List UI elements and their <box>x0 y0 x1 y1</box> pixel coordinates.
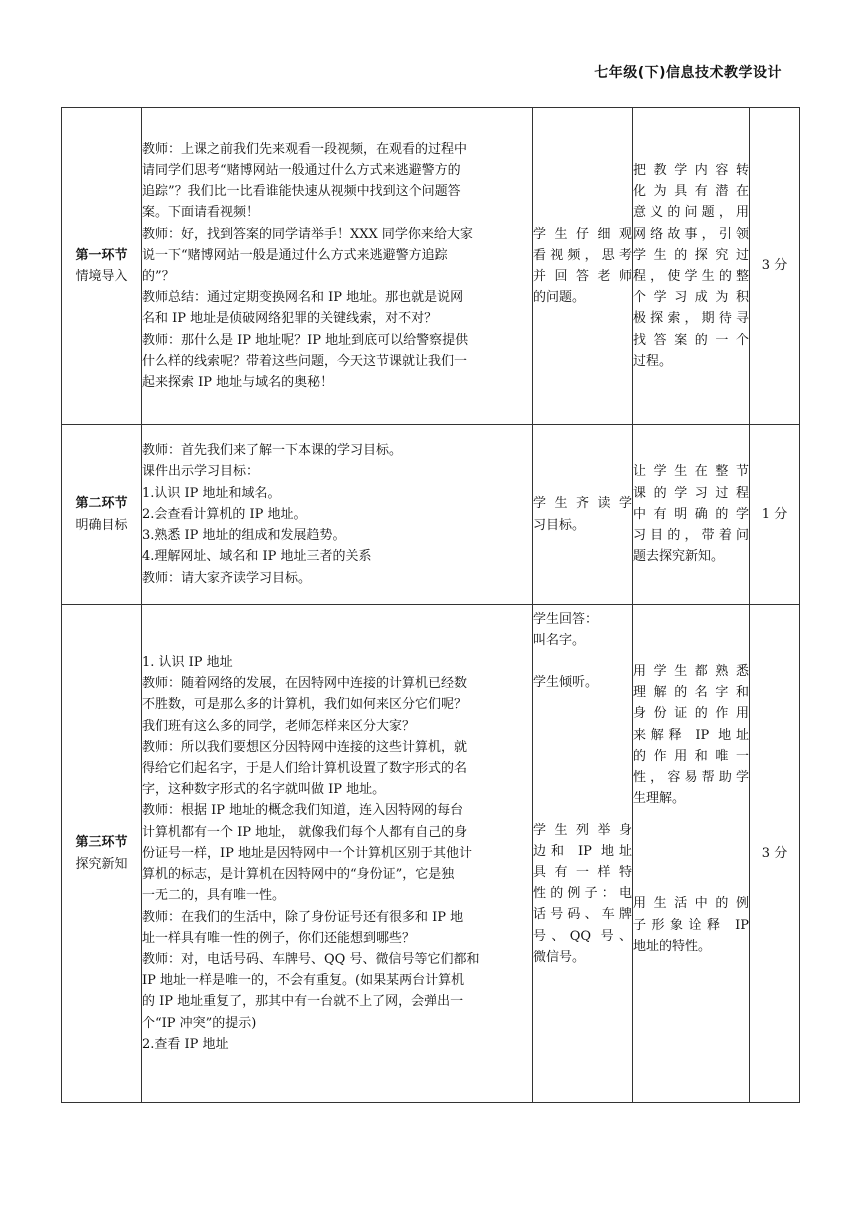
student-line: 并回答老师 <box>533 269 632 284</box>
intent-line: 过程。 <box>633 353 673 369</box>
student-activity-cell <box>533 605 633 1103</box>
intent-line: 生理解。 <box>633 791 686 807</box>
content-line: 教师：上课之前我们先来观看一段视频，在观看的过程中 <box>142 141 468 157</box>
time-cell: 3 分 <box>750 605 800 1103</box>
content-line: 教师：根据 IP 地址的概念我们知道，连入因特网的每台 <box>142 803 464 819</box>
intent-line: 把教学内容转 <box>633 162 749 178</box>
content-line: 一无二的，具有唯一性。 <box>142 888 286 904</box>
content-line: 我们班有这么多的同学，老师怎样来区分大家？ <box>142 718 416 734</box>
spacer <box>533 799 632 820</box>
content-line: 教师：所以我们要想区分因特网中连接的这些计算机，就 <box>142 739 468 755</box>
content-line: 什么样的线索呢？带着这些问题，今天这节课就让我们一 <box>142 353 468 369</box>
intent-line: 课的学习过程 <box>633 485 749 501</box>
stage-cell <box>62 605 142 1103</box>
student-activity-cell <box>533 425 633 605</box>
stage-subtitle: 探究新知 <box>75 856 128 872</box>
spacer <box>533 757 632 778</box>
student-line: 看视频，思考 <box>533 247 632 263</box>
intent-line: 程，使学生的整 <box>633 269 749 284</box>
intent-line: 子形象诠释 IP <box>633 917 749 933</box>
content-line: 份证号一样，IP 地址是因特网中一个计算机区别于其他计 <box>142 845 473 861</box>
content-line: 个“IP 冲突”的提示) <box>142 1015 257 1031</box>
student-line: 学生倾听。 <box>533 675 599 691</box>
intent-line: 化为具有潜在 <box>633 184 749 200</box>
stage-subtitle: 明确目标 <box>75 517 128 533</box>
intent-line: 极探索，期待寻 <box>633 311 749 327</box>
spacer <box>533 736 632 757</box>
content-line: 的 IP 地址重复了，那其中有一台就不上了网，会弹出一 <box>142 994 464 1010</box>
design-intent-cell <box>633 605 750 1103</box>
stage-title: 第三环节 <box>75 835 128 851</box>
spacer <box>533 778 632 799</box>
intent-line: 用学生都熟悉 <box>633 664 749 679</box>
content-line: 教师：那什么是 IP 地址呢？IP 地址到底可以给警察提供 <box>142 332 469 348</box>
time-cell: 3 分 <box>750 108 800 425</box>
content-line: 教师：对，电话号码、车牌号、QQ 号、微信号等它们都和 <box>142 951 480 967</box>
spacer <box>633 851 749 872</box>
intent-line: 习目的，带着问 <box>633 528 749 544</box>
intent-line: 中有明确的学 <box>633 506 749 522</box>
content-line: 址一样具有唯一性的例子，你们还能想到哪些？ <box>142 930 416 946</box>
stage-title: 第一环节 <box>75 247 128 263</box>
content-line: 教师：随着网络的发展，在因特网中连接的计算机已经数 <box>142 676 468 692</box>
intent-line: 的作用和唯一 <box>633 748 749 764</box>
intent-line: 身份证的作用 <box>633 706 749 722</box>
content-line: 得给它们起名字，于是人们给计算机设置了数字形式的名 <box>142 761 468 777</box>
design-intent-cell <box>633 108 750 425</box>
student-line: 具有一样特 <box>533 865 632 881</box>
student-line: 学生齐读学 <box>533 496 632 512</box>
intent-line: 地址的特性。 <box>633 938 712 954</box>
student-line: 话号码、车牌 <box>533 907 632 923</box>
table-row-stage-3 <box>62 605 800 1103</box>
spacer <box>533 715 632 736</box>
teaching-content-cell <box>142 425 533 605</box>
content-line: 2.查看 IP 地址 <box>142 1036 229 1052</box>
content-line: 追踪”？我们比一比看谁能快速从视频中找到这个问题答 <box>142 184 461 200</box>
student-line: 号、QQ 号、 <box>533 928 632 944</box>
content-line: 请同学们思考“赌博网站一般通过什么方式来逃避警方的 <box>142 162 461 178</box>
intent-line: 来解释 IP 地址 <box>633 727 749 743</box>
content-line: 不胜数，可是那么多的计算机，我们如何来区分它们呢？ <box>142 697 468 713</box>
content-line: 教师：请大家齐读学习目标。 <box>142 570 312 586</box>
content-line: 4.理解网址、域名和 IP 地址三者的关系 <box>142 549 372 565</box>
teaching-content-cell <box>142 108 533 425</box>
intent-line: 个学习成为积 <box>633 290 749 306</box>
page-header-title: 七年级(下)信息技术教学设计 <box>594 65 782 81</box>
content-line: IP 地址一样是唯一的，不会有重复。(如果某两台计算机 <box>142 973 465 989</box>
content-line: 案。下面请看视频！ <box>142 205 260 221</box>
student-line: 的问题。 <box>533 290 586 306</box>
design-intent-cell <box>633 425 750 605</box>
content-line: 教师总结：通过定期变换网名和 IP 地址。那也就是说网 <box>142 290 464 306</box>
content-line: 计算机都有一个 IP 地址， 就像我们每个人都有自己的身 <box>142 824 468 840</box>
stage-cell <box>62 108 142 425</box>
spacer <box>633 830 749 851</box>
student-line: 微信号。 <box>533 949 586 965</box>
content-line: 说一下“赌博网站一般是通过什么方式来逃避警方追踪 <box>142 247 448 263</box>
content-line: 1.认识 IP 地址和域名。 <box>142 485 281 501</box>
student-line: 边和 IP 地址 <box>533 843 632 859</box>
student-activity-cell <box>533 108 633 425</box>
student-line: 叫名字。 <box>533 633 586 649</box>
student-line: 学生仔细观 <box>533 226 632 242</box>
content-line: 起来探索 IP 地址与域名的奥秘！ <box>142 375 334 391</box>
content-line: 名和 IP 地址是侦破网络犯罪的关键线索，对不对？ <box>142 311 438 327</box>
content-line: 的”？ <box>142 269 175 284</box>
spacer <box>533 651 632 672</box>
intent-line: 用生活中的例 <box>633 896 749 912</box>
content-line: 课件出示学习目标： <box>142 464 260 480</box>
spacer <box>633 872 749 893</box>
table-row-stage-1 <box>62 108 800 425</box>
intent-line: 理解的名字和 <box>633 685 749 701</box>
content-line: 2.会查看计算机的 IP 地址。 <box>142 506 307 522</box>
student-line: 习目标。 <box>533 517 586 533</box>
spacer <box>533 694 632 715</box>
intent-line: 性，容易帮助学 <box>633 770 749 786</box>
content-line: 字，这种数字形式的名字就叫做 IP 地址。 <box>142 782 386 798</box>
stage-subtitle: 情境导入 <box>75 269 128 284</box>
content-line: 教师：首先我们来了解一下本课的学习目标。 <box>142 443 403 459</box>
intent-line: 意义的问题，用 <box>633 205 749 221</box>
content-line: 1. 认识 IP 地址 <box>142 655 233 671</box>
intent-line: 让学生在整节 <box>633 464 749 480</box>
student-line: 学生列举身 <box>533 822 632 838</box>
teaching-content-cell <box>142 605 533 1103</box>
time-cell: 1 分 <box>750 425 800 605</box>
content-line: 3.熟悉 IP 地址的组成和发展趋势。 <box>142 528 346 544</box>
student-line: 性的例子：电 <box>533 886 632 902</box>
stage-title: 第二环节 <box>75 496 128 512</box>
content-line: 算机的标志，是计算机在因特网中的“身份证”，它是独 <box>142 867 455 883</box>
table-row-stage-2 <box>62 425 800 605</box>
intent-line: 题去探究新知。 <box>633 549 725 565</box>
intent-line: 学生的探究过 <box>633 247 749 263</box>
intent-line: 网络故事，引领 <box>633 226 749 242</box>
content-line: 教师：好，找到答案的同学请举手！XXX 同学你来给大家 <box>142 226 473 242</box>
stage-cell <box>62 425 142 605</box>
spacer <box>633 809 749 830</box>
intent-line: 找答案的一个 <box>633 332 749 348</box>
content-line: 教师：在我们的生活中，除了身份证号还有很多和 IP 地 <box>142 909 464 925</box>
lesson-plan-table <box>61 107 800 1103</box>
student-line: 学生回答： <box>533 612 599 627</box>
